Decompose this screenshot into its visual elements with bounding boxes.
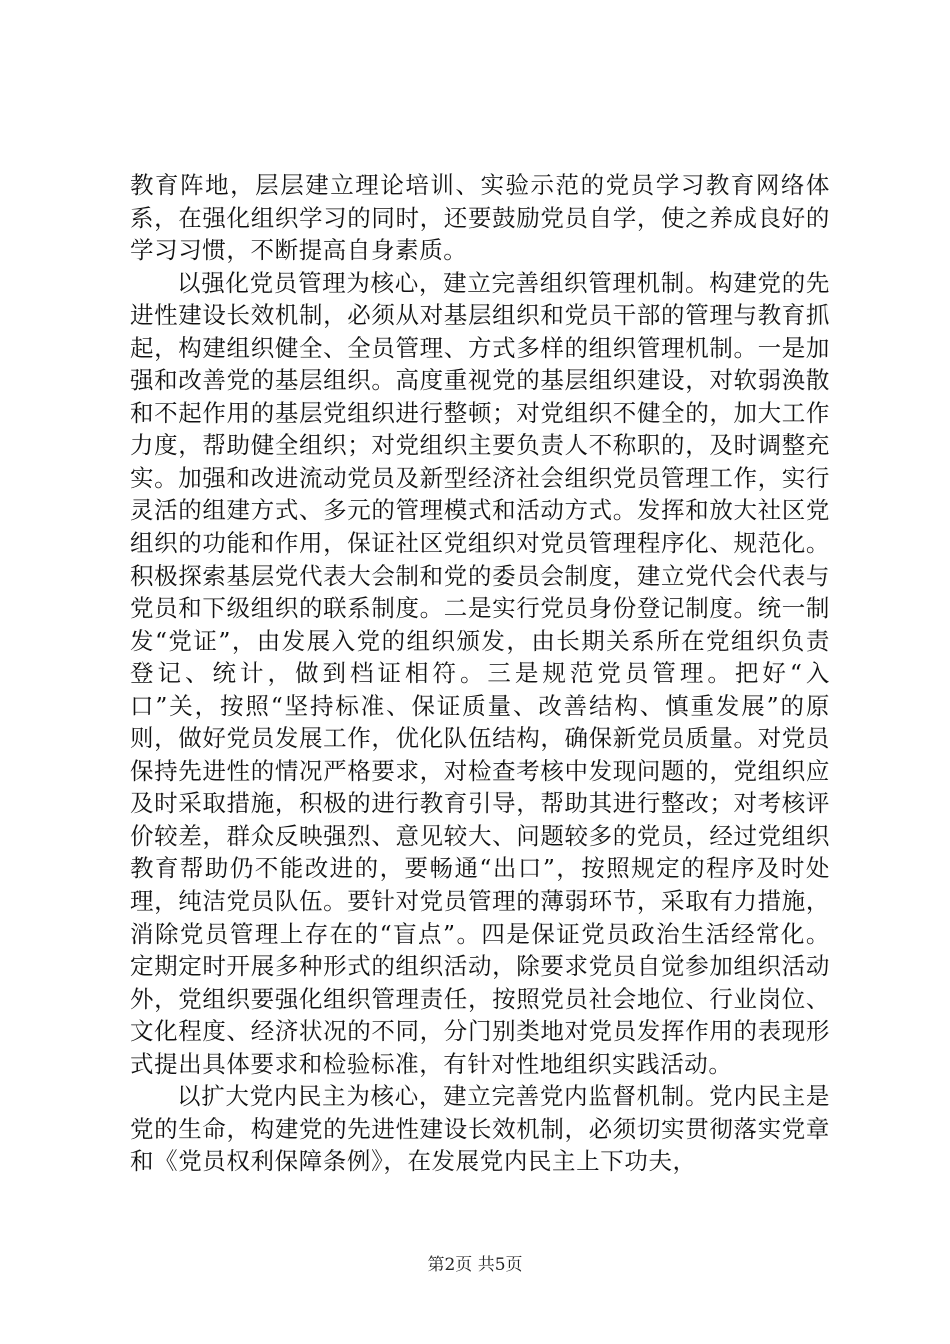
page-footer: 第2页 共5页 (427, 1255, 523, 1275)
paragraph-inner-party-democracy: 以扩大党内民主为核心，建立完善党内监督机制。党内民主是党的生命，构建党的先进性建设长效机制，必须切实贯彻落实党章和《党员权利保障条例》，在发展党内民主上下功夫， (130, 1082, 830, 1176)
body-text (130, 169, 830, 1178)
paragraph-party-member-management: 以强化党员管理为核心，建立完善组织管理机制。构建党的先进性建设长效机制，必须从对基层组织和党员干部的管理与教育抓起，构建组织健全、全员管理、方式多样的组织管理机制。一是加强和改善党的基层组织。高度重视党的基层组织建设，对软弱涣散和不起作用的基层党组织进行整顿；对党组织不健全的，加大工作力度，帮助健全组织；对党组织主要负责人不称职的，及时调整充实。加强和改进流动党员及新型经济社会组织党员管理工作，实行灵活的组建方式、多元的管理模式和活动方式。发挥和放大社区党组织的功能和作用，保证社区党组织对党员管理程序化、规范化。积极探索基层党代表大会制和党的委员会制度，建立党代会代表与党员和下级组织的联系制度。二是实行党员身份登记制度。统一制发“党证”，由发展入党的组织颁发，由长期关系所在党组织负责登记、统计，做到档证相符。三是规范党员管理。把好“入口”关，按照“坚持标准、保证质量、改善结构、慎重发展”的原则，做好党员发展工作，优化队伍结构，确保新党员质量。对党员保持先进性的情况严格要求，对检查考核中发现问题的，党组织应及时采取措施，积极的进行教育引导，帮助其进行整改；对考核评价较差，群众反映强烈、意见较大、问题较多的党员，经过党组织教育帮助仍不能改进的，要畅通“出口”，按照规定的程序及时处理，纯洁党员队伍。要针对党员管理的薄弱环节，采取有力措施，消除党员管理上存在的“盲点”。四是保证党员政治生活经常化。定期定时开展多种形式的组织活动，除要求党员自觉参加组织活动外，党组织要强化组织管理责任，按照党员社会地位、行业岗位、文化程度、经济状况的不同，分门别类地对党员发挥作用的表现形式提出具体要求和检验标准，有针对性地组织实践活动。 (130, 268, 830, 1078)
paragraph-continued: 教育阵地，层层建立理论培训、实验示范的党员学习教育网络体系，在强化组织学习的同时，还要鼓励党员自学，使之养成良好的学习习惯，不断提高自身素质。 (130, 171, 830, 265)
